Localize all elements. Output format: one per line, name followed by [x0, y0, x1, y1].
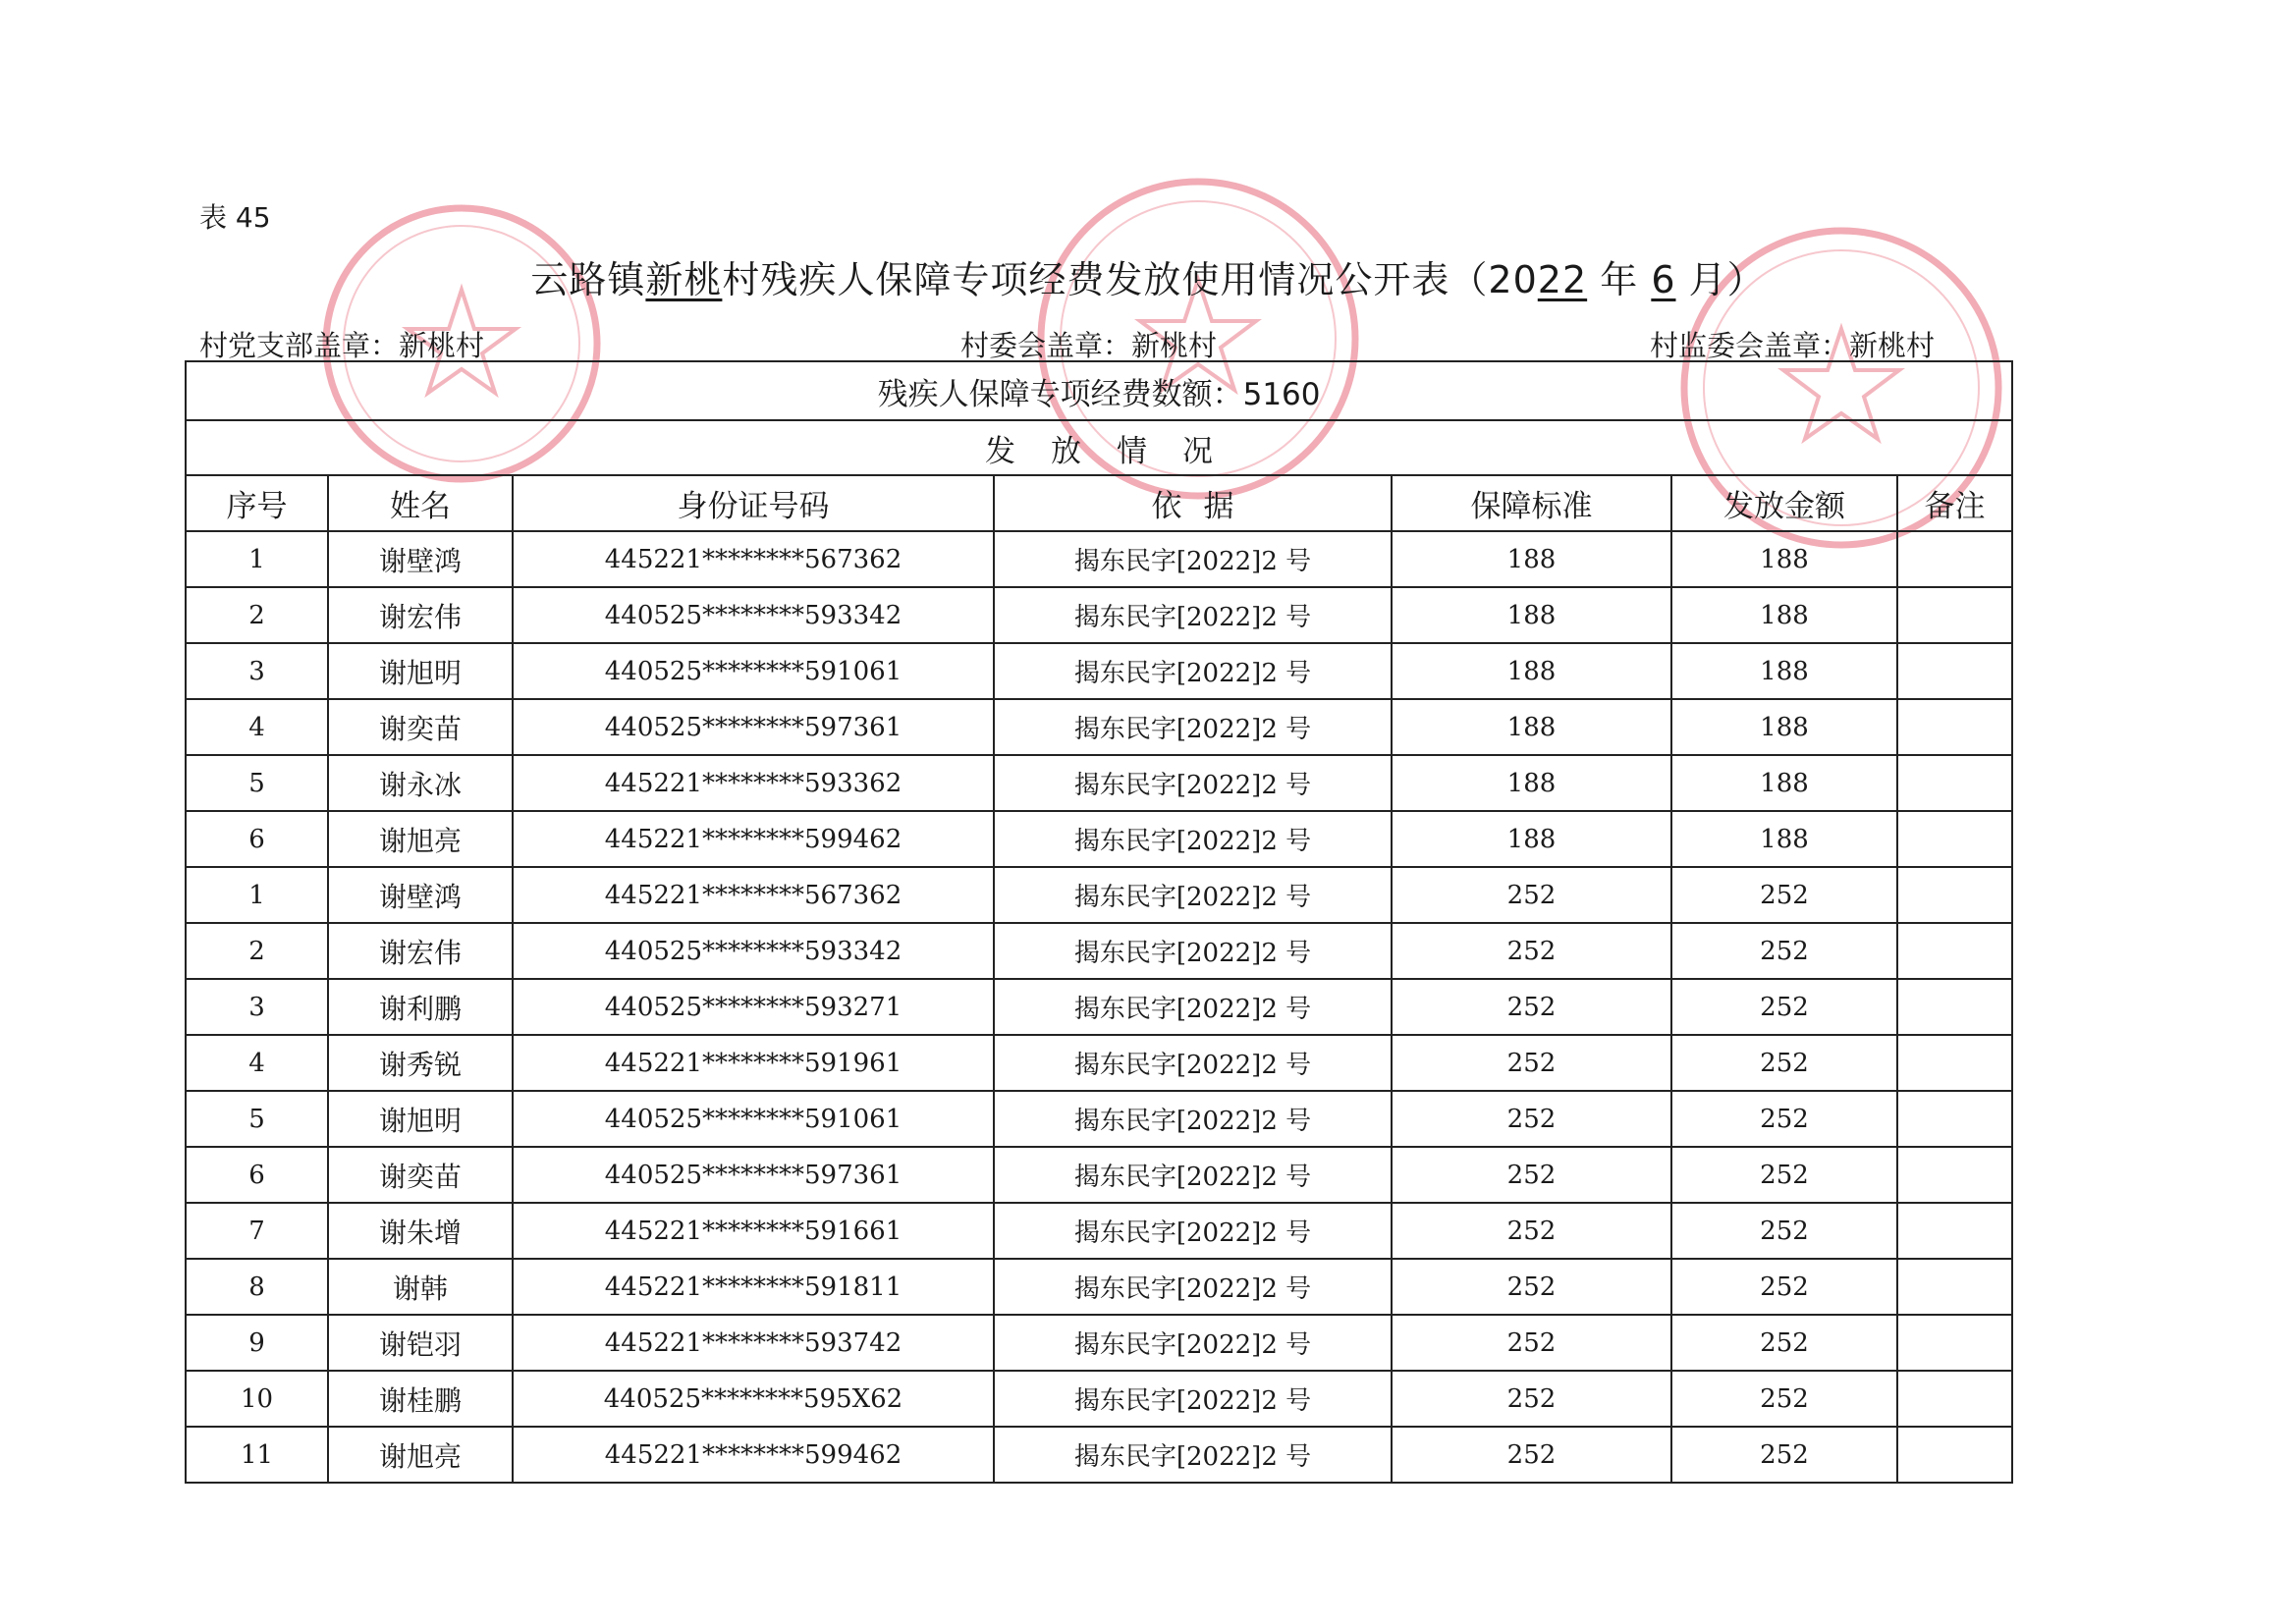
- cell-name: 谢旭明: [328, 1091, 513, 1147]
- cell-amount: 188: [1671, 531, 1897, 587]
- cell-no: 1: [186, 531, 328, 587]
- cell-id-number: 445221********599462: [513, 1427, 994, 1483]
- cell-no: 7: [186, 1203, 328, 1259]
- cell-id-number: 445221********593362: [513, 755, 994, 811]
- cell-id-number: 445221********591811: [513, 1259, 994, 1315]
- table-row: [186, 979, 2012, 1035]
- cell-no: 6: [186, 1147, 328, 1203]
- cell-amount: 188: [1671, 587, 1897, 643]
- cell-basis: 揭东民字[2022]2 号: [994, 923, 1392, 979]
- table-row: [186, 1091, 2012, 1147]
- cell-note: [1897, 643, 2012, 699]
- cell-standard: 252: [1392, 1203, 1671, 1259]
- cell-standard: 252: [1392, 923, 1671, 979]
- cell-standard: 252: [1392, 1091, 1671, 1147]
- table-row: [186, 1035, 2012, 1091]
- cell-no: 6: [186, 811, 328, 867]
- cell-standard: 252: [1392, 867, 1671, 923]
- title-suffix: 月）: [1675, 258, 1766, 301]
- cell-name: 谢旭亮: [328, 811, 513, 867]
- title-year-tail: 22: [1537, 258, 1588, 301]
- title-month: 6: [1651, 258, 1676, 301]
- cell-basis: 揭东民字[2022]2 号: [994, 587, 1392, 643]
- cell-basis: 揭东民字[2022]2 号: [994, 1259, 1392, 1315]
- cell-amount: 188: [1671, 643, 1897, 699]
- cell-basis: 揭东民字[2022]2 号: [994, 867, 1392, 923]
- cell-no: 2: [186, 587, 328, 643]
- table-row: [186, 1147, 2012, 1203]
- cell-amount: 252: [1671, 923, 1897, 979]
- cell-note: [1897, 1147, 2012, 1203]
- cell-note: [1897, 755, 2012, 811]
- village-committee-stamp-label: 村委会盖章：新桃村: [960, 329, 1218, 362]
- cell-id-number: 440525********591061: [513, 1091, 994, 1147]
- cell-standard: 252: [1392, 1147, 1671, 1203]
- cell-standard: 188: [1392, 531, 1671, 587]
- cell-name: 谢壁鸿: [328, 867, 513, 923]
- cell-note: [1897, 1371, 2012, 1427]
- disbursement-table: [185, 360, 2013, 1484]
- cell-id-number: 440525********597361: [513, 699, 994, 755]
- table-row: [186, 923, 2012, 979]
- section-row: [186, 420, 2012, 475]
- cell-id-number: 445221********593742: [513, 1315, 994, 1371]
- cell-standard: 188: [1392, 587, 1671, 643]
- cell-id-number: 440525********597361: [513, 1147, 994, 1203]
- cell-amount: 252: [1671, 1427, 1897, 1483]
- cell-name: 谢壁鸿: [328, 531, 513, 587]
- cell-amount: 252: [1671, 1259, 1897, 1315]
- cell-no: 1: [186, 867, 328, 923]
- cell-standard: 252: [1392, 1315, 1671, 1371]
- table-row: [186, 1427, 2012, 1483]
- cell-id-number: 445221********591961: [513, 1035, 994, 1091]
- cell-note: [1897, 1427, 2012, 1483]
- cell-name: 谢朱增: [328, 1203, 513, 1259]
- cell-name: 谢旭明: [328, 643, 513, 699]
- cell-no: 5: [186, 1091, 328, 1147]
- column-header-name: 姓名: [328, 475, 513, 531]
- cell-id-number: 440525********593342: [513, 587, 994, 643]
- cell-standard: 252: [1392, 1371, 1671, 1427]
- page-title: [0, 249, 2296, 303]
- title-prefix: 云路镇: [530, 258, 646, 301]
- table-row: [186, 587, 2012, 643]
- cell-no: 8: [186, 1259, 328, 1315]
- cell-amount: 252: [1671, 979, 1897, 1035]
- cell-note: [1897, 1315, 2012, 1371]
- cell-basis: 揭东民字[2022]2 号: [994, 1315, 1392, 1371]
- cell-no: 5: [186, 755, 328, 811]
- title-year-unit: 年: [1587, 258, 1652, 301]
- table-row: [186, 1371, 2012, 1427]
- cell-standard: 252: [1392, 1259, 1671, 1315]
- cell-no: 4: [186, 1035, 328, 1091]
- cell-basis: 揭东民字[2022]2 号: [994, 643, 1392, 699]
- supervisory-committee-stamp-label: 村监委会盖章：新桃村: [1650, 329, 1936, 362]
- cell-id-number: 445221********591661: [513, 1203, 994, 1259]
- cell-name: 谢铠羽: [328, 1315, 513, 1371]
- cell-basis: 揭东民字[2022]2 号: [994, 979, 1392, 1035]
- table-row: [186, 755, 2012, 811]
- cell-name: 谢奕苗: [328, 1147, 513, 1203]
- cell-no: 4: [186, 699, 328, 755]
- cell-no: 11: [186, 1427, 328, 1483]
- cell-standard: 252: [1392, 1035, 1671, 1091]
- cell-id-number: 440525********595X62: [513, 1371, 994, 1427]
- cell-name: 谢桂鹏: [328, 1371, 513, 1427]
- cell-note: [1897, 923, 2012, 979]
- cell-amount: 252: [1671, 867, 1897, 923]
- table-row: [186, 1203, 2012, 1259]
- cell-standard: 252: [1392, 1427, 1671, 1483]
- cell-note: [1897, 587, 2012, 643]
- funds-total-label: 残疾人保障专项经费数额：5160: [186, 361, 2012, 420]
- cell-basis: 揭东民字[2022]2 号: [994, 1035, 1392, 1091]
- cell-amount: 252: [1671, 1315, 1897, 1371]
- cell-note: [1897, 1035, 2012, 1091]
- column-header-note: 备注: [1897, 475, 2012, 531]
- cell-basis: 揭东民字[2022]2 号: [994, 1091, 1392, 1147]
- cell-standard: 252: [1392, 979, 1671, 1035]
- cell-standard: 188: [1392, 755, 1671, 811]
- header-row: [186, 475, 2012, 531]
- cell-id-number: 440525********593271: [513, 979, 994, 1035]
- cell-note: [1897, 1091, 2012, 1147]
- cell-id-number: 445221********599462: [513, 811, 994, 867]
- cell-note: [1897, 699, 2012, 755]
- cell-name: 谢韩: [328, 1259, 513, 1315]
- cell-note: [1897, 531, 2012, 587]
- cell-name: 谢利鹏: [328, 979, 513, 1035]
- cell-amount: 252: [1671, 1203, 1897, 1259]
- table-number: 表 45: [199, 201, 271, 234]
- cell-standard: 188: [1392, 811, 1671, 867]
- cell-standard: 188: [1392, 643, 1671, 699]
- cell-basis: 揭东民字[2022]2 号: [994, 1427, 1392, 1483]
- cell-id-number: 440525********593342: [513, 923, 994, 979]
- column-header-basis: 依据: [994, 475, 1392, 531]
- cell-amount: 188: [1671, 811, 1897, 867]
- cell-name: 谢宏伟: [328, 923, 513, 979]
- cell-note: [1897, 1259, 2012, 1315]
- cell-id-number: 445221********567362: [513, 531, 994, 587]
- column-header-standard: 保障标准: [1392, 475, 1671, 531]
- cell-name: 谢宏伟: [328, 587, 513, 643]
- cell-amount: 188: [1671, 755, 1897, 811]
- cell-name: 谢旭亮: [328, 1427, 513, 1483]
- cell-no: 3: [186, 643, 328, 699]
- cell-no: 3: [186, 979, 328, 1035]
- party-branch-stamp-label: 村党支部盖章：新桃村: [199, 329, 485, 362]
- cell-amount: 252: [1671, 1371, 1897, 1427]
- table-row: [186, 699, 2012, 755]
- table-row: [186, 643, 2012, 699]
- cell-no: 9: [186, 1315, 328, 1371]
- table-row: [186, 1315, 2012, 1371]
- table-row: [186, 811, 2012, 867]
- cell-basis: 揭东民字[2022]2 号: [994, 755, 1392, 811]
- table-row: [186, 1259, 2012, 1315]
- cell-amount: 252: [1671, 1035, 1897, 1091]
- cell-name: 谢秀锐: [328, 1035, 513, 1091]
- cell-amount: 188: [1671, 699, 1897, 755]
- table-row: [186, 867, 2012, 923]
- funds-total-row: [186, 361, 2012, 420]
- column-header-id: 身份证号码: [513, 475, 994, 531]
- cell-standard: 188: [1392, 699, 1671, 755]
- cell-id-number: 440525********591061: [513, 643, 994, 699]
- title-middle: 村残疾人保障专项经费发放使用情况公开表（20: [722, 258, 1538, 301]
- cell-note: [1897, 867, 2012, 923]
- column-header-no: 序号: [186, 475, 328, 531]
- cell-note: [1897, 979, 2012, 1035]
- column-header-amount: 发放金额: [1671, 475, 1897, 531]
- table-row: [186, 531, 2012, 587]
- cell-basis: 揭东民字[2022]2 号: [994, 811, 1392, 867]
- section-label: 发放情况: [186, 420, 2012, 475]
- cell-note: [1897, 1203, 2012, 1259]
- cell-note: [1897, 811, 2012, 867]
- cell-no: 10: [186, 1371, 328, 1427]
- cell-basis: 揭东民字[2022]2 号: [994, 1371, 1392, 1427]
- cell-no: 2: [186, 923, 328, 979]
- cell-amount: 252: [1671, 1147, 1897, 1203]
- cell-amount: 252: [1671, 1091, 1897, 1147]
- cell-basis: 揭东民字[2022]2 号: [994, 1203, 1392, 1259]
- title-village: 新桃: [645, 258, 723, 301]
- cell-basis: 揭东民字[2022]2 号: [994, 699, 1392, 755]
- cell-id-number: 445221********567362: [513, 867, 994, 923]
- cell-basis: 揭东民字[2022]2 号: [994, 531, 1392, 587]
- cell-name: 谢奕苗: [328, 699, 513, 755]
- cell-name: 谢永冰: [328, 755, 513, 811]
- cell-basis: 揭东民字[2022]2 号: [994, 1147, 1392, 1203]
